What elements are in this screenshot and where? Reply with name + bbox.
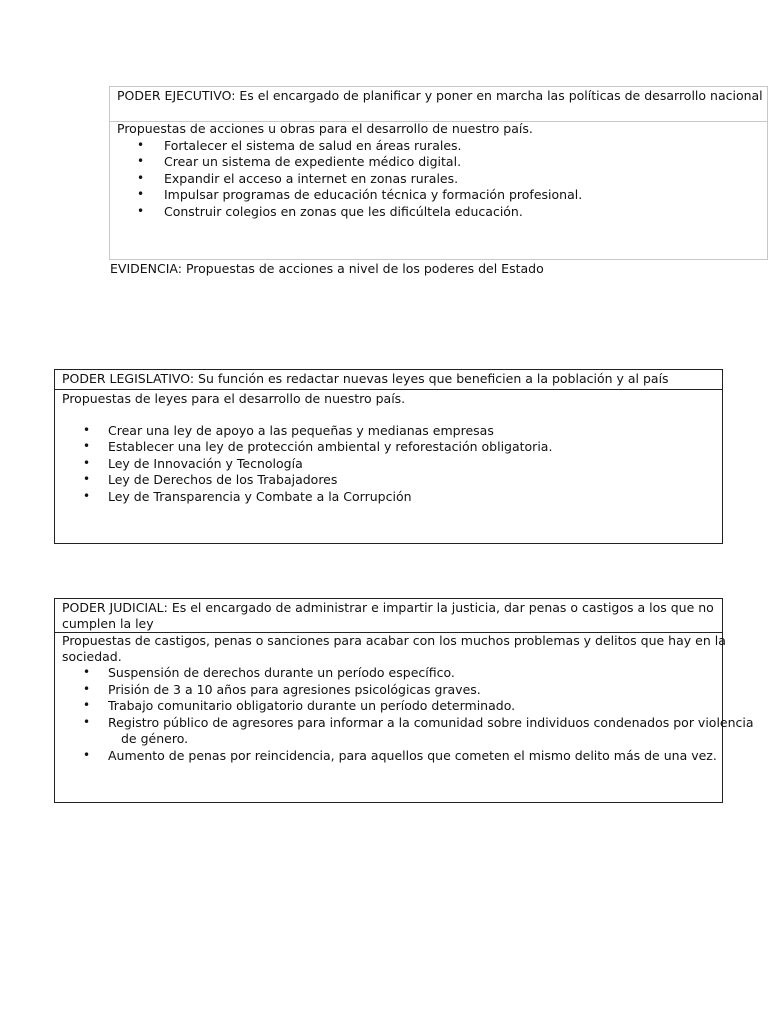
list-item: Ley de Innovación y Tecnología bbox=[108, 456, 303, 471]
bullet-icon: • bbox=[83, 698, 91, 712]
list-item: Establecer una ley de protección ambiental y reforestación obligatoria. bbox=[108, 439, 553, 454]
ejecutivo-intro: Propuestas de acciones u obras para el desarrollo de nuestro país. bbox=[117, 121, 533, 136]
bullet-icon: • bbox=[83, 665, 91, 679]
list-item: Impulsar programas de educación técnica y formación profesional. bbox=[164, 187, 583, 202]
list-item: Crear una ley de apoyo a las pequeñas y medianas empresas bbox=[108, 423, 494, 438]
bullet-icon: • bbox=[83, 489, 91, 503]
table-poder-judicial bbox=[54, 598, 754, 803]
judicial-intro-line2: sociedad. bbox=[62, 649, 122, 664]
bullet-icon: • bbox=[137, 187, 145, 201]
table-poder-legislativo bbox=[54, 369, 723, 544]
legislativo-intro: Propuestas de leyes para el desarrollo de nuestro país. bbox=[62, 391, 406, 406]
list-item: Ley de Transparencia y Combate a la Corrupción bbox=[108, 489, 412, 504]
bullet-icon: • bbox=[137, 204, 145, 218]
table-divider bbox=[55, 389, 722, 390]
list-item: Crear un sistema de expediente médico digital. bbox=[164, 154, 462, 169]
evidencia-caption: EVIDENCIA: Propuestas de acciones a nivel de los poderes del Estado bbox=[110, 261, 544, 276]
bullet-icon: • bbox=[137, 138, 145, 152]
bullet-icon: • bbox=[83, 472, 91, 486]
list-item: Expandir el acceso a internet en zonas rurales. bbox=[164, 171, 459, 186]
list-item: Fortalecer el sistema de salud en áreas rurales. bbox=[164, 138, 462, 153]
list-item-continuation: de género. bbox=[121, 731, 189, 746]
judicial-header-line1: PODER JUDICIAL: Es el encargado de administrar e impartir la justicia, dar penas o castigos a los que no bbox=[62, 600, 714, 615]
list-item: Registro público de agresores para informar a la comunidad sobre individuos condenados por violencia bbox=[108, 715, 754, 730]
list-item: Prisión de 3 a 10 años para agresiones psicológicas graves. bbox=[108, 682, 481, 697]
table-poder-ejecutivo bbox=[109, 86, 768, 260]
bullet-icon: • bbox=[83, 439, 91, 453]
ejecutivo-header: PODER EJECUTIVO: Es el encargado de planificar y poner en marcha las políticas de desarrollo nacional bbox=[117, 88, 763, 103]
bullet-icon: • bbox=[83, 715, 91, 729]
list-item: Trabajo comunitario obligatorio durante un período determinado. bbox=[108, 698, 516, 713]
bullet-icon: • bbox=[83, 682, 91, 696]
list-item: Suspensión de derechos durante un período específico. bbox=[108, 665, 455, 680]
bullet-icon: • bbox=[137, 154, 145, 168]
list-item: Construir colegios en zonas que les dificúltela educación. bbox=[164, 204, 523, 219]
bullet-icon: • bbox=[137, 171, 145, 185]
judicial-intro-line1: Propuestas de castigos, penas o sanciones para acabar con los muchos problemas y delitos que hay en la bbox=[62, 633, 726, 648]
bullet-icon: • bbox=[83, 748, 91, 762]
bullet-icon: • bbox=[83, 423, 91, 437]
list-item: Aumento de penas por reincidencia, para aquellos que cometen el mismo delito más de una vez. bbox=[108, 748, 717, 763]
judicial-header-line2: cumplen la ley bbox=[62, 616, 154, 631]
legislativo-header: PODER LEGISLATIVO: Su función es redactar nuevas leyes que beneficien a la población y al país bbox=[62, 371, 669, 386]
list-item: Ley de Derechos de los Trabajadores bbox=[108, 472, 338, 487]
bullet-icon: • bbox=[83, 456, 91, 470]
